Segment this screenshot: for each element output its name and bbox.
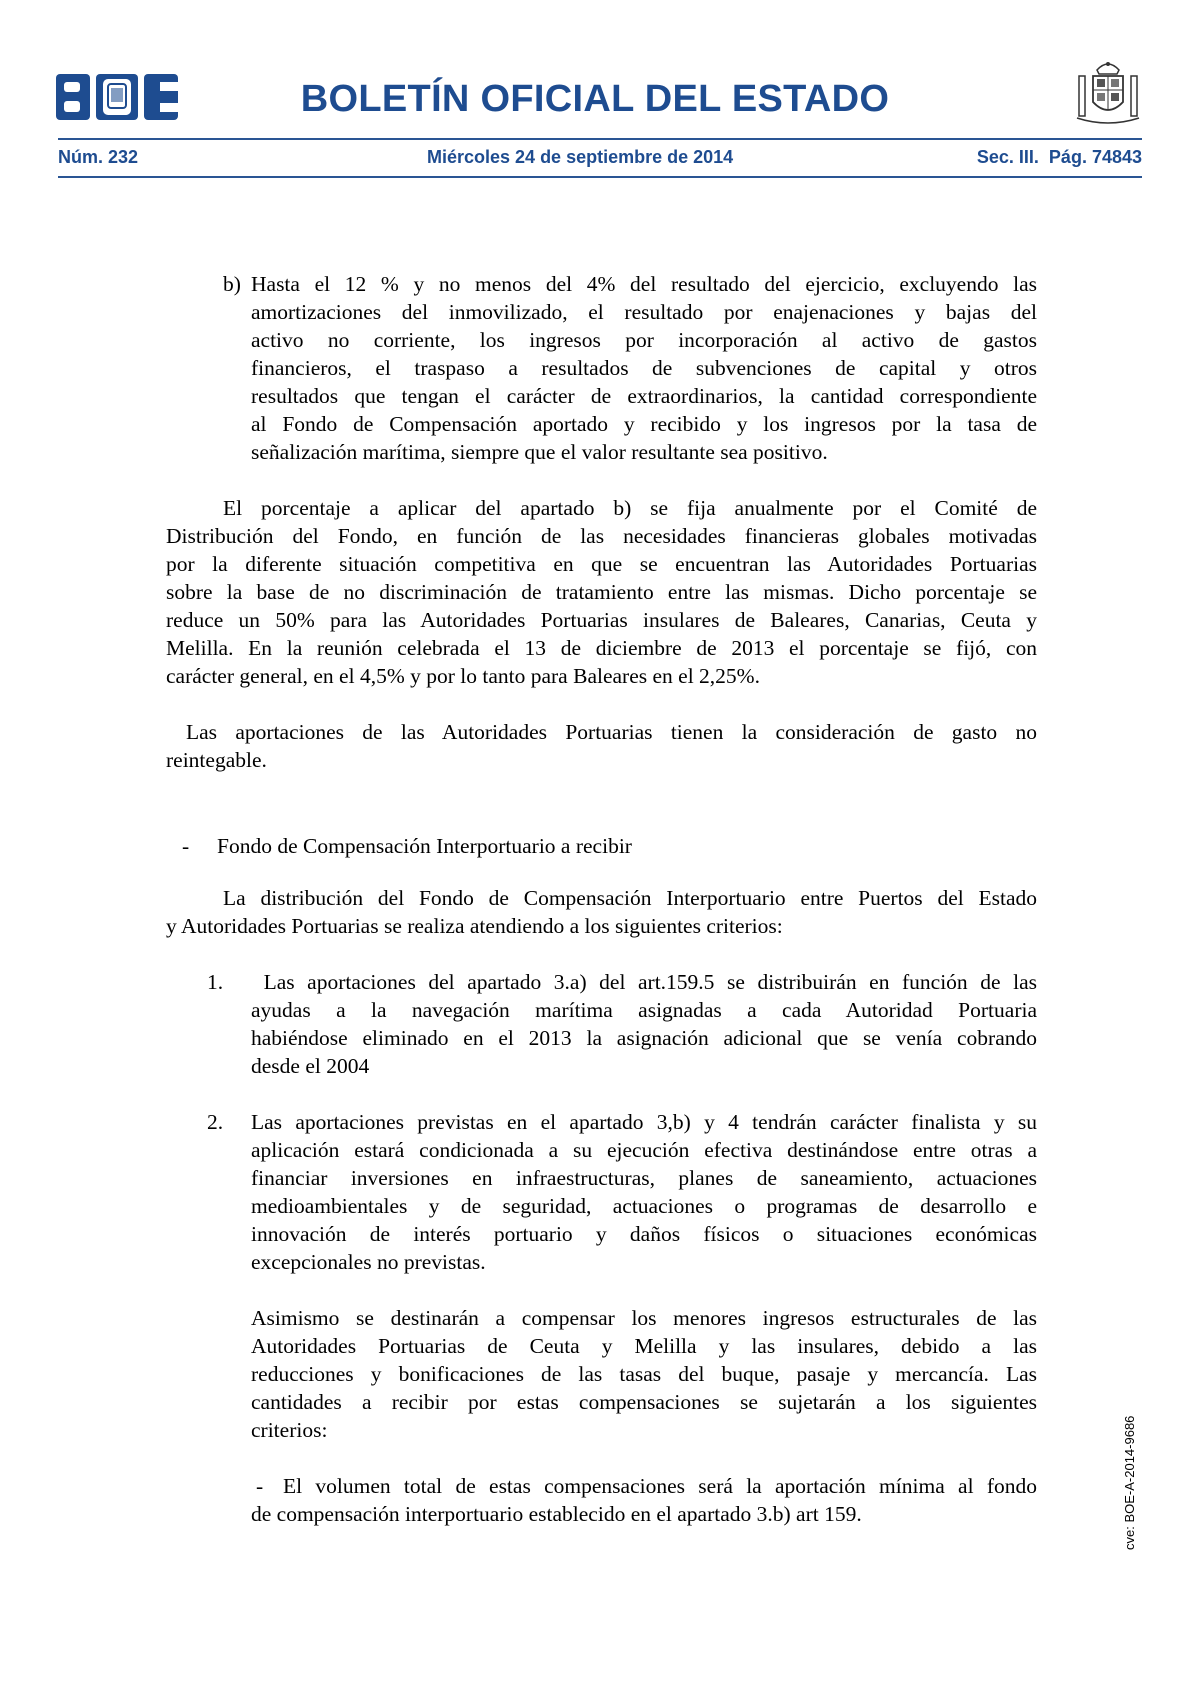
text-line: Autoridades Portuarias de Ceuta y Melilla y las insulares, debido a las: [251, 1334, 1037, 1358]
text-line: reduce un 50% para las Autoridades Portuarias insulares de Baleares, Canarias, Ceuta y: [166, 608, 1037, 632]
text-line: financiar inversiones en infraestructuras, planes de saneamiento, actuaciones: [251, 1166, 1037, 1190]
text-line: por la diferente situación competitiva en que se encuentran las Autoridades Portuarias: [166, 552, 1037, 576]
list-marker-2: 2.: [207, 1110, 224, 1134]
text-line: reducciones y bonificaciones de las tasas del buque, pasaje y mercancía. Las: [251, 1362, 1037, 1386]
text-line: financieros, el traspaso a resultados de subvenciones de capital y otros: [251, 356, 1037, 380]
text-line: Las aportaciones del apartado 3.a) del art.159.5 se distribuirán en función de las: [251, 970, 1037, 994]
item-2-continuation: [251, 1304, 1037, 1444]
item-1-text: [251, 968, 1037, 1080]
text-line: Las aportaciones de las Autoridades Portuarias tienen la consideración de gasto no: [186, 720, 1037, 744]
cve-identifier: cve: BOE-A-2014-9686: [1122, 1415, 1137, 1550]
bullet-marker: -: [182, 834, 190, 858]
text-line: desde el 2004: [251, 1054, 370, 1078]
boe-logo: [56, 74, 178, 120]
text-line: al Fondo de Compensación aportado y recibido y los ingresos por la tasa de: [251, 412, 1037, 436]
issue-number: Núm. 232: [58, 147, 139, 167]
item-2-text: [251, 1108, 1037, 1276]
page-title: BOLETÍN OFICIAL DEL ESTADO: [300, 78, 890, 120]
item-b-text: [251, 270, 1037, 466]
issue-date: Miércoles 24 de septiembre de 2014: [427, 147, 734, 167]
text-line: innovación de interés portuario y daños físicos o situaciones económicas: [251, 1222, 1037, 1246]
text-line: La distribución del Fondo de Compensación Interportuario entre Puertos del Estado: [223, 886, 1037, 910]
paragraph-porcentaje: [166, 494, 1037, 690]
text-line: reintegable.: [166, 748, 267, 772]
text-line: excepcionales no previstas.: [251, 1250, 486, 1274]
text-line: Asimismo se destinarán a compensar los menores ingresos estructurales de las: [251, 1306, 1037, 1330]
text-line: medioambientales y de seguridad, actuaciones o programas de desarrollo e: [251, 1194, 1037, 1218]
text-line: de compensación interportuario establecido en el apartado 3.b) art 159.: [251, 1502, 862, 1526]
text-line: Las aportaciones previstas en el apartado 3,b) y 4 tendrán carácter finalista y su: [251, 1110, 1037, 1134]
header-rule-bottom: [58, 176, 1142, 178]
text-line: amortizaciones del inmovilizado, el resultado por enajenaciones y bajas del: [251, 300, 1037, 324]
list-marker-1: 1.: [207, 970, 224, 994]
text-line: aplicación estará condicionada a su ejecución efectiva destinándose entre otras a: [251, 1138, 1037, 1162]
section-heading-fondo: Fondo de Compensación Interportuario a recibir: [217, 834, 632, 858]
paragraph-aportaciones: [166, 718, 1037, 774]
text-line: El porcentaje a aplicar del apartado b) se fija anualmente por el Comité de: [223, 496, 1037, 520]
list-marker-b: b): [223, 272, 241, 296]
text-line: activo no corriente, los ingresos por incorporación al activo de gastos: [251, 328, 1037, 352]
sub-bullet-text: [251, 1472, 1037, 1528]
text-line: sobre la base de no discriminación de tratamiento entre las mismas. Dicho porcentaje se: [166, 580, 1037, 604]
text-line: habiéndose eliminado en el 2013 la asignación adicional que se venía cobrando: [251, 1026, 1037, 1050]
text-line: Distribución del Fondo, en función de las necesidades financieras globales motivadas: [166, 524, 1037, 548]
text-line: El volumen total de estas compensaciones será la aportación mínima al fondo: [283, 1474, 1037, 1498]
coat-of-arms-icon: [1075, 58, 1141, 128]
header-rule-top: [58, 138, 1142, 140]
text-line: cantidades a recibir por estas compensaciones se sujetarán a los siguientes: [251, 1390, 1037, 1414]
text-line: criterios:: [251, 1418, 328, 1442]
text-line: resultados que tengan el carácter de extraordinarios, la cantidad correspondiente: [251, 384, 1037, 408]
text-line: ayudas a la navegación marítima asignadas a cada Autoridad Portuaria: [251, 998, 1037, 1022]
section-page: Sec. III. Pág. 74843: [976, 147, 1142, 167]
text-line: Hasta el 12 % y no menos del 4% del resultado del ejercicio, excluyendo las: [251, 272, 1037, 296]
sub-bullet-marker: -: [256, 1474, 264, 1498]
paragraph-distribucion: [166, 884, 1037, 940]
text-line: carácter general, en el 4,5% y por lo tanto para Baleares en el 2,25%.: [166, 664, 760, 688]
text-line: Melilla. En la reunión celebrada el 13 de diciembre de 2013 el porcentaje se fijó, con: [166, 636, 1037, 660]
text-line: señalización marítima, siempre que el valor resultante sea positivo.: [251, 440, 828, 464]
text-line: y Autoridades Portuarias se realiza atendiendo a los siguientes criterios:: [166, 914, 783, 938]
